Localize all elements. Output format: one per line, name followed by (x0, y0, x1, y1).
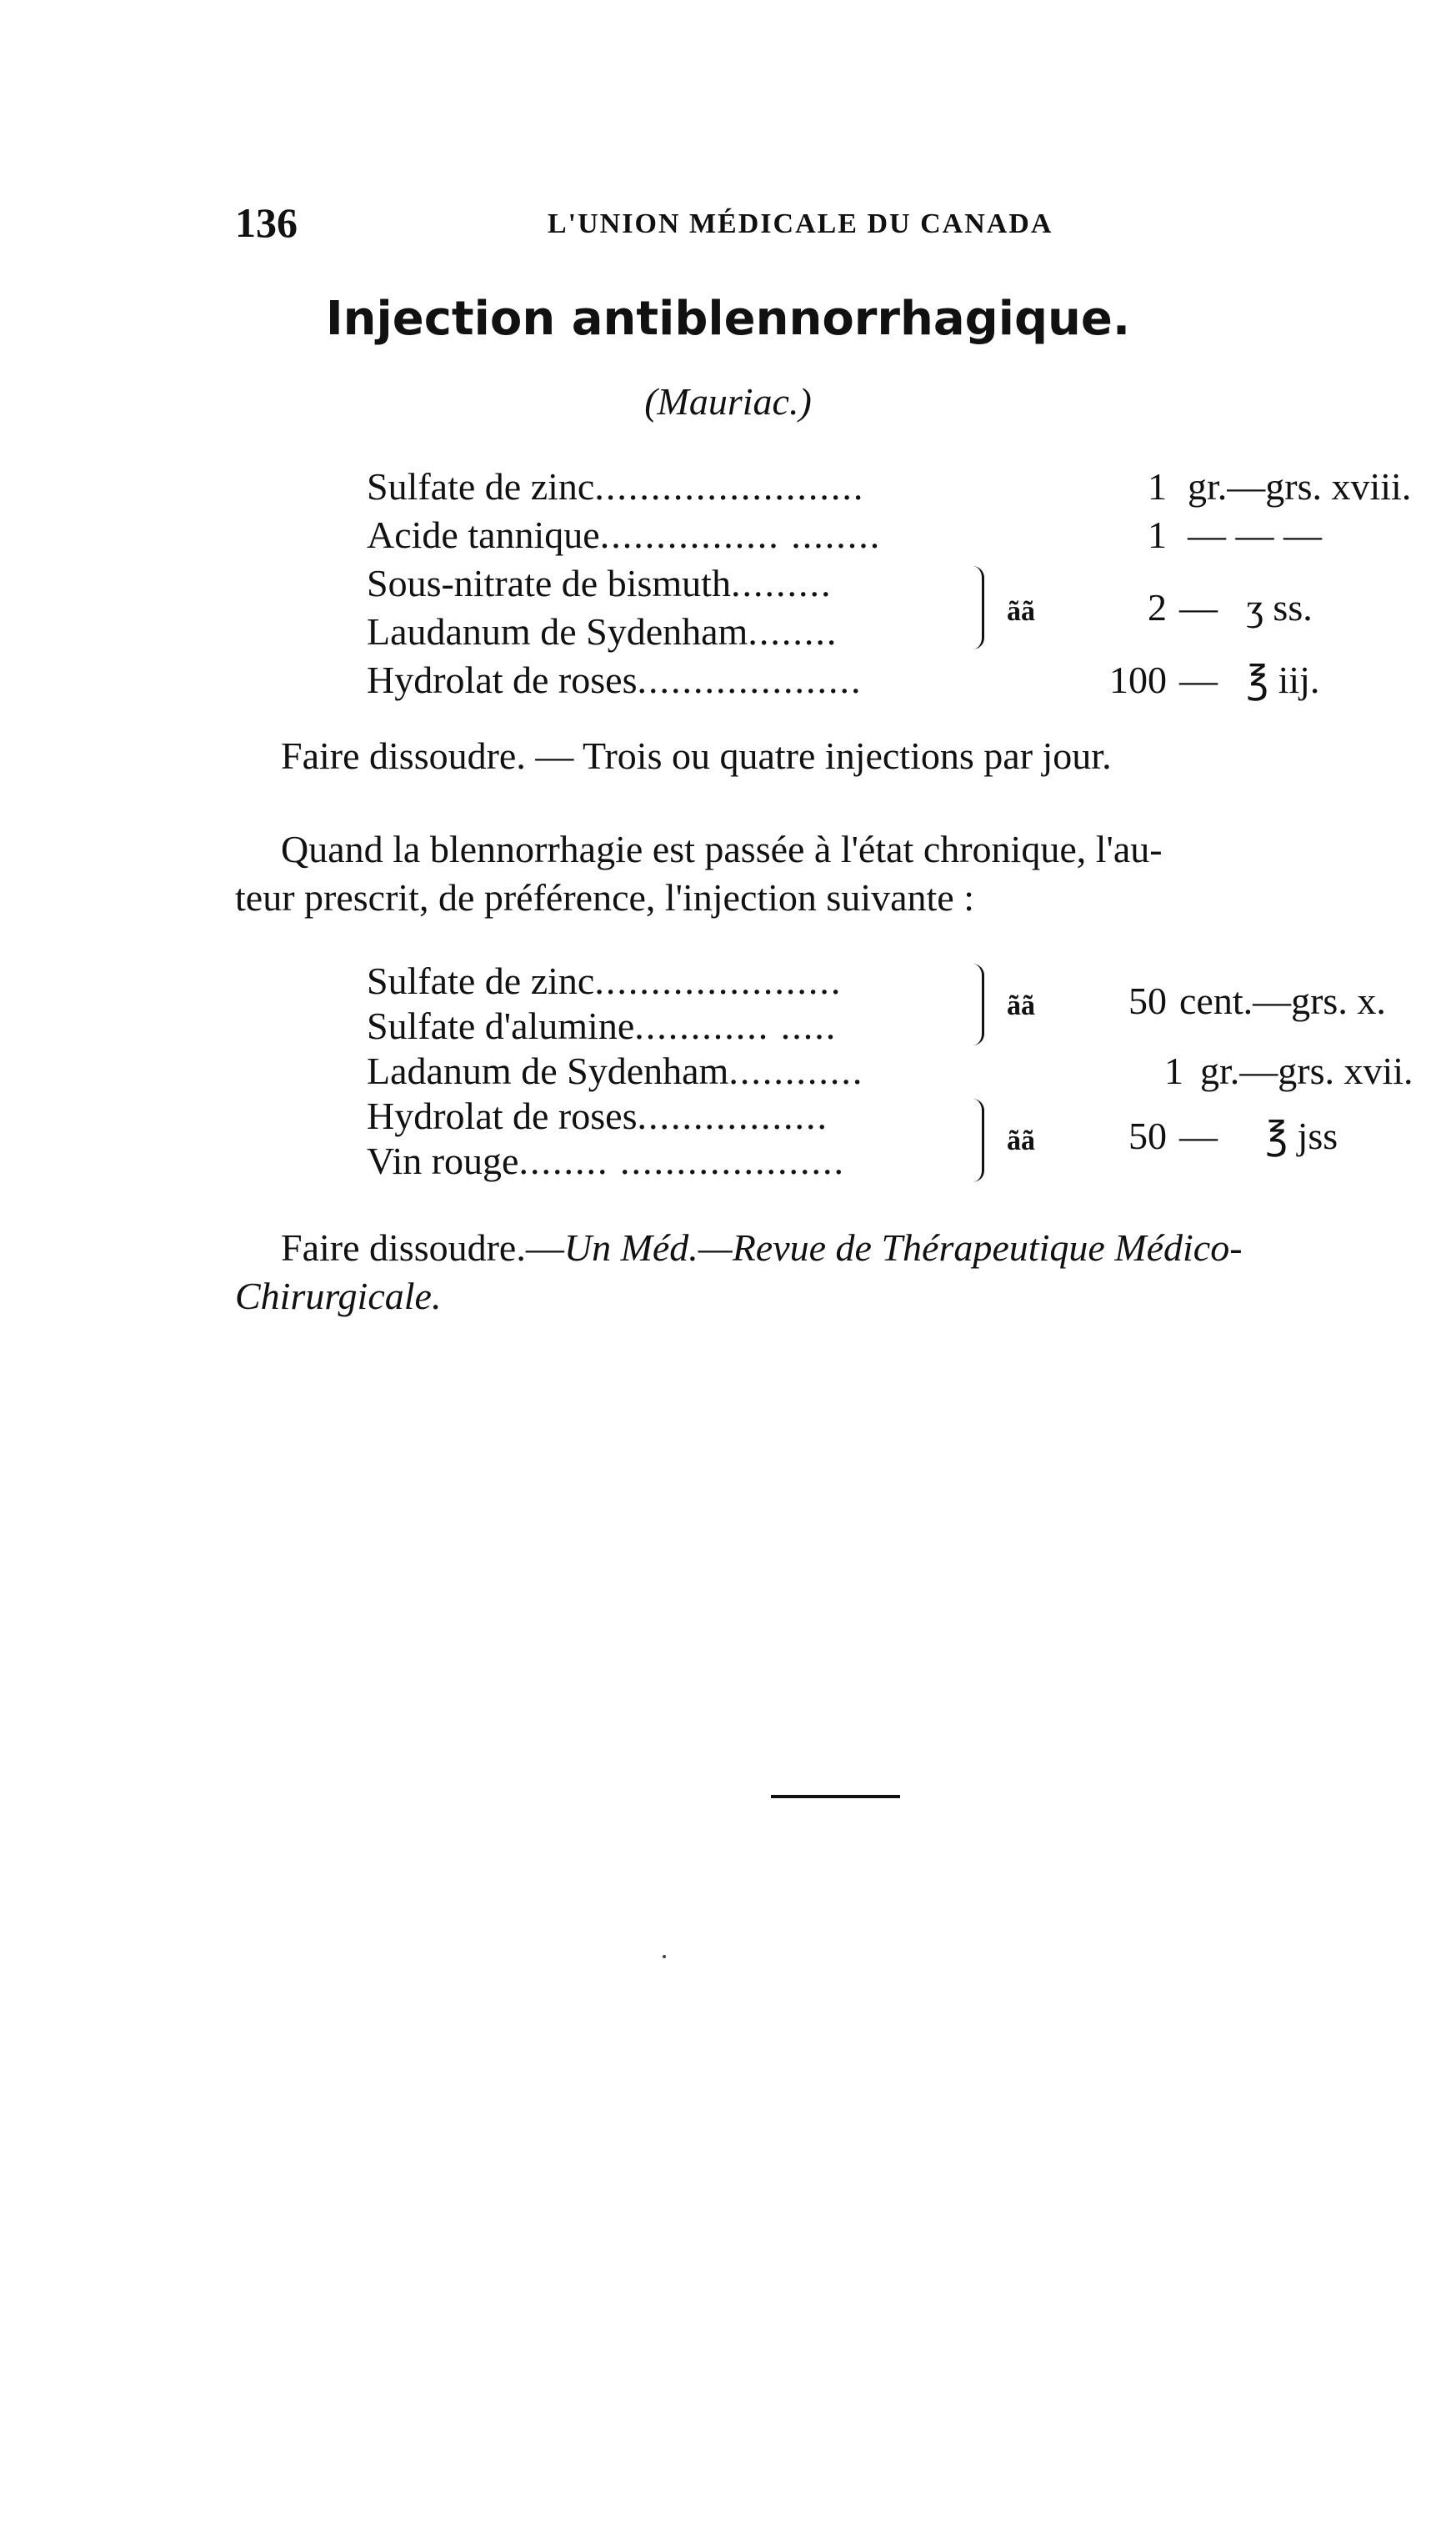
page-header (235, 198, 1118, 248)
article-title: Injection antiblennorrhagique. (325, 292, 1131, 346)
paragraph-chronic (235, 825, 1452, 922)
ingredient-name: Sulfate d'alumine (367, 1005, 635, 1047)
ingredient-unit: gr.—grs. xvii. (1200, 1050, 1413, 1092)
formula-row (367, 1047, 1450, 1095)
group-unit: cent.—grs. x. (1179, 980, 1386, 1022)
leader-dots: ............ ..... (634, 1005, 838, 1047)
ingredient-amount: 1 (1148, 465, 1167, 508)
scan-speck (663, 1955, 666, 1958)
paragraph-line: teur prescrit, de préférence, l'injection suivante : (235, 876, 975, 919)
formula-2 (367, 957, 1450, 1207)
leader-dots: ................ ........ (599, 514, 882, 556)
ingredient-amount: 1 (1164, 1050, 1183, 1092)
ana-mark: ãã (1007, 596, 1035, 627)
paragraph-instructions (235, 732, 1452, 780)
source-text: Faire dissoudre.— (281, 1226, 564, 1269)
ingredient-unit: — ℥ iij. (1179, 659, 1320, 701)
ingredient-name: Ladanum de Sydenham (367, 1050, 729, 1092)
ingredient-name: Sulfate de zinc (367, 960, 595, 1002)
ana-mark: ãã (1007, 990, 1035, 1021)
group-amount: 50 (1128, 1115, 1167, 1157)
ingredient-amount: 100 (1109, 659, 1167, 701)
leader-dots: ................. (637, 1095, 828, 1137)
leader-dots: ........ .................... (518, 1140, 845, 1182)
leader-dots: .................... (637, 659, 863, 701)
article-author: (Mauriac.) (644, 380, 812, 423)
formula-row (367, 511, 1450, 559)
leader-dots: ........ (748, 610, 838, 653)
ingredient-name: Hydrolat de roses (367, 659, 638, 701)
formula-row (367, 463, 1450, 511)
paragraph-source (235, 1224, 1452, 1321)
paragraph-line: Quand la blennorrhagie est passée à l'état chronique, l'au- (281, 828, 1163, 870)
formula-row (367, 656, 1450, 704)
ingredient-amount: 1 (1148, 514, 1167, 556)
source-citation: Un Méd.—Revue de Thérapeutique Médico- (563, 1226, 1243, 1269)
leader-dots: ......... (730, 562, 833, 604)
ingredient-name: Acide tannique (367, 514, 600, 556)
grouping-brace (968, 1099, 984, 1182)
ingredient-name: Sulfate de zinc (367, 465, 595, 508)
leader-dots: ............ (728, 1050, 864, 1092)
group-unit: — ℥ jss (1179, 1115, 1338, 1157)
source-citation-cont: Chirurgicale. (235, 1275, 442, 1317)
ingredient-unit: gr.—grs. xviii. (1188, 465, 1412, 508)
ana-mark: ãã (1007, 1125, 1035, 1156)
ingredient-name: Vin rouge (367, 1140, 519, 1182)
ingredient-name: Sous-nitrate de bismuth (367, 562, 731, 604)
ingredient-name: Hydrolat de roses (367, 1095, 638, 1137)
leader-dots: ...................... (594, 960, 843, 1002)
paragraph-line (235, 1224, 1452, 1272)
group-unit: — ʒ ss. (1179, 586, 1313, 629)
formula-1 (367, 463, 1450, 713)
ingredient-unit: — — — (1188, 514, 1322, 556)
page-number: 136 (235, 199, 298, 246)
paragraph-line (235, 1272, 1452, 1321)
group-amount: 50 (1128, 980, 1167, 1022)
section-divider (771, 1795, 900, 1798)
paragraph-text: Faire dissoudre. — Trois ou quatre injections par jour. (281, 734, 1112, 777)
ingredient-name: Laudanum de Sydenham (367, 610, 748, 653)
grouping-brace (968, 964, 984, 1045)
grouping-brace (968, 566, 984, 649)
group-amount: 2 (1148, 586, 1167, 629)
leader-dots: ........................ (594, 465, 865, 508)
running-head: L'UNION MÉDICALE DU CANADA (548, 208, 1053, 239)
